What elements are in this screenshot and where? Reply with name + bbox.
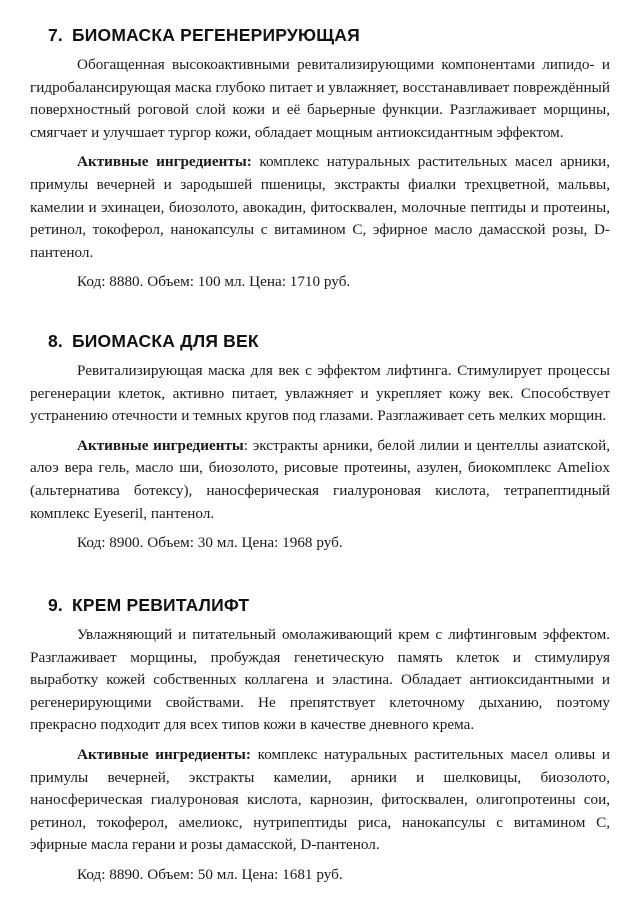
product-code-volume-price: Код: 8880. Объем: 100 мл. Цена: 1710 руб. — [77, 273, 351, 291]
product-description: Обогащенная высокоактивными ревитализирующими компонентами липидо- и гидробалансирующая маска глубоко питает и увлажняет, восстанавливает повреждённый поверхностный роговой слой кожи и её барьерные функции. Разглаживает морщины, смягчает и улучшает тургор кожи, обладает мощным антиоксидантным эффектом. — [30, 56, 610, 141]
ingredients-label: Активные ингредиенты: — [77, 153, 252, 171]
section-number: 8. — [48, 331, 63, 351]
section-heading — [48, 594, 610, 616]
section-number: 7. — [48, 25, 63, 45]
product-description: Ревитализирующая маска для век с эффектом лифтинга. Стимулирует процессы регенерации клеток, активно питает, увлажняет и укрепляет кожу век. Способствует устранению отечности и темных кругов под глазами. Разглаживает сеть мелких морщин. — [30, 362, 610, 425]
product-description: Увлажняющий и питательный омолаживающий крем с лифтинговым эффектом. Разглаживает морщины, пробуждая генетическую память клеток и стимулируя выработку кожей собственных коллагена и эластина. Обладает антиоксидантными и регенерирующими свойствами. Не препятствует клеточному дыханию, поэтому прекрасно подходит для всех типов кожи в качестве дневного крема. — [30, 626, 610, 734]
ingredients-paragraph — [30, 744, 610, 857]
section-title: БИОМАСКА РЕГЕНЕРИРУЮЩАЯ — [72, 25, 360, 45]
section-number: 9. — [48, 595, 63, 615]
section-heading — [48, 24, 610, 46]
section-title: БИОМАСКА ДЛЯ ВЕК — [72, 331, 259, 351]
ingredients-paragraph — [30, 151, 610, 264]
ingredients-text: комплекс натуральных растительных масел арники, примулы вечерней и зародышей пшеницы, экстракты фиалки трехцветной, мальвы, камелии и эхинацеи, биозолото, авокадин, фитосквален, молочные пептиды и протеины, ретинол, токоферол, нанокапсулы с витамином С, эфирное масло дамасской розы, D-пантенол. — [30, 153, 610, 261]
ingredients-label: Активные ингредиенты: — [77, 745, 251, 763]
product-section — [30, 594, 610, 886]
product-code-volume-price: Код: 8890. Объем: 50 мл. Цена: 1681 руб. — [77, 865, 343, 883]
section-heading — [48, 330, 610, 352]
ingredients-text: : экстракты арники, белой лилии и центеллы азиатской, алоэ вера гель, масло ши, биозолото, рисовые протеины, азулен, биокомплекс Ameliox (альтернатива ботексу), наносферическая гиалуроновая кислота, тетрапептидный комплекс Eyeseril, пантенол. — [30, 436, 610, 522]
ingredients-paragraph — [30, 435, 610, 525]
product-section — [30, 330, 610, 554]
ingredients-text: комплекс натуральных растительных масел оливы и примулы вечерней, экстракты камелии, арники и шелковицы, биозолото, наносферическая гиалуроновая кислота, карнозин, фитосквален, олигопротеины сои, ретинол, токоферол, амелиокс, нутрипептиды риса, нанокапсулы с витамином С, эфирные масла герани и розы дамасской, D-пантенол. — [30, 745, 610, 854]
ingredients-label: Активные ингредиенты — [77, 436, 244, 454]
section-title: КРЕМ РЕВИТАЛИФТ — [72, 595, 250, 615]
product-code-volume-price: Код: 8900. Объем: 30 мл. Цена: 1968 руб. — [77, 534, 343, 552]
product-section — [30, 24, 610, 293]
